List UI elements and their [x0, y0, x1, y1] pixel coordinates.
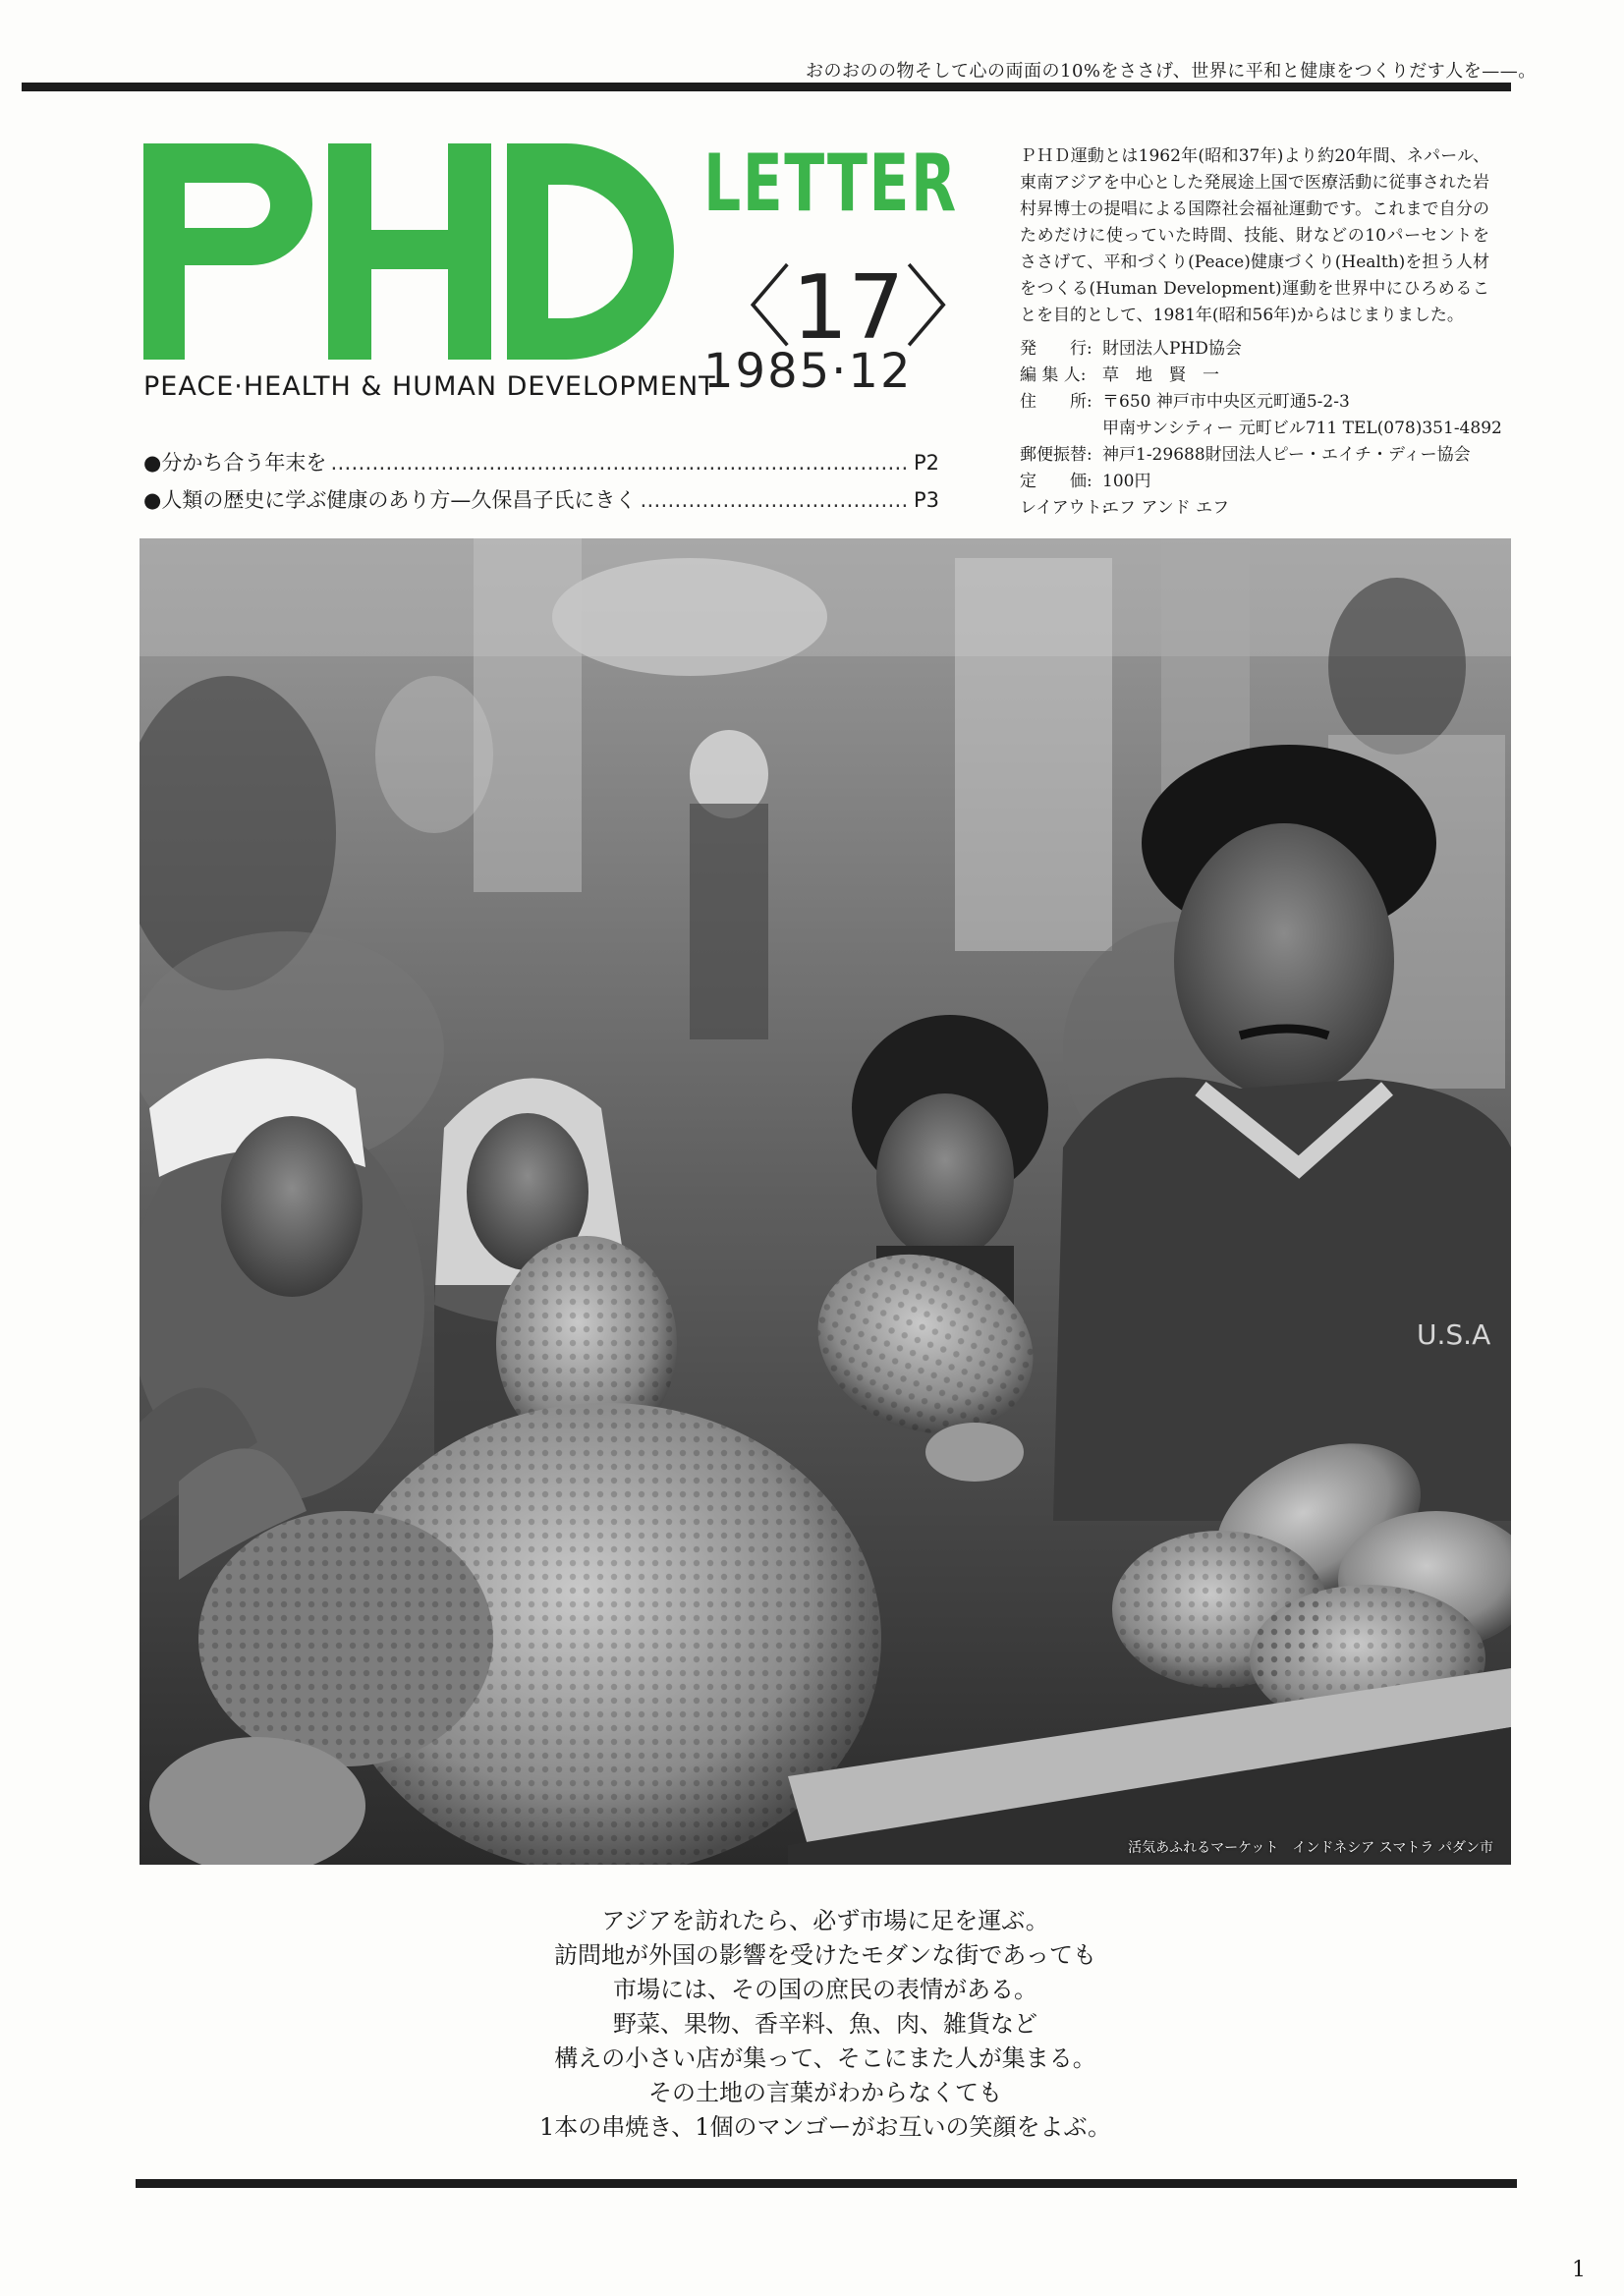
colophon-row: 定 価: 100円: [1020, 472, 1151, 491]
toc-item-title: ●分かち合う年末を: [143, 451, 327, 475]
poem-line: アジアを訪れたら、必ず市場に足を運ぶ。: [601, 1907, 1049, 1934]
toc-item[interactable]: [143, 481, 939, 519]
issue-date: 1985·12: [703, 344, 913, 399]
colophon-row: 住 所: 〒650 神戸市中央区元町通5-2-3: [1020, 392, 1350, 412]
poem-line: 構えの小さい店が集って、そこにまた人が集まる。: [554, 2044, 1096, 2072]
toc-item[interactable]: [143, 444, 939, 481]
logo-subtitle: PEACE·HEALTH & HUMAN DEVELOPMENT: [143, 371, 716, 402]
issue-number: 〈17〉: [703, 256, 993, 360]
header-tagline: おのおのの物そして心の両面の10%をささげ、世界に平和と健康をつくりだす人を——。: [806, 61, 1537, 82]
table-of-contents: [143, 444, 939, 519]
colophon-row: 発 行: 財団法人PHD協会: [1020, 339, 1242, 359]
poem-line: 市場には、その国の庶民の表情がある。: [613, 1976, 1037, 2003]
bottom-rule: [136, 2179, 1517, 2188]
intro-text: ＰＨＤ運動とは1962年(昭和37年)より約20年間、ネパール、東南アジアを中心とした発展途上国で医療活動に従事された岩村昇博士の提唱による国際社会福祉運動です。これまで自分のためだけに使っていた時間、技能、財などの10パーセントをささげて、平和づくり(Peace)健康づくり(Health)を担う人材をつくる(Human Development)運動を世界中にひろめることを目的として、1981年(昭和56年)からはじまりました。: [1020, 146, 1489, 325]
toc-item-page: P3: [913, 488, 939, 512]
poem-line: その土地の言葉がわからなくても: [648, 2079, 1002, 2106]
toc-item-title: ●人類の歴史に学ぶ健康のあり方—久保昌子氏にきく: [143, 488, 637, 512]
market-photo: [140, 538, 1511, 1865]
colophon-row: 郵便振替: 神戸1-29688財団法人ピー・エイチ・ディー協会: [1020, 445, 1471, 465]
photo-caption: 活気あふれるマーケット インドネシア スマトラ パダン市: [1128, 1840, 1493, 1856]
poem-line: 1本の串焼き、1個のマンゴーがお互いの笑顔をよぶ。: [538, 2113, 1112, 2141]
poem: [432, 1904, 1218, 2145]
toc-item-page: P2: [913, 451, 939, 475]
poem-line: 訪問地が外国の影響を受けたモダンな街であっても: [554, 1941, 1096, 1969]
letter-label: LETTER: [703, 138, 958, 229]
colophon-row: レイアウト: エフ アンド エフ: [1020, 498, 1230, 518]
top-rule: [22, 83, 1511, 91]
phd-logo: [143, 143, 674, 360]
colophon-row: 甲南サンシティー 元町ビル711 TEL(078)351-4892: [1102, 419, 1502, 438]
shirt-text: U.S.A: [1417, 1318, 1491, 1351]
colophon-row: 編 集 人: 草 地 賢 一: [1020, 365, 1219, 385]
page-number: 1: [1572, 2258, 1586, 2282]
poem-line: 野菜、果物、香辛料、魚、肉、雑貨など: [613, 2010, 1037, 2038]
colophon: [1020, 336, 1502, 522]
